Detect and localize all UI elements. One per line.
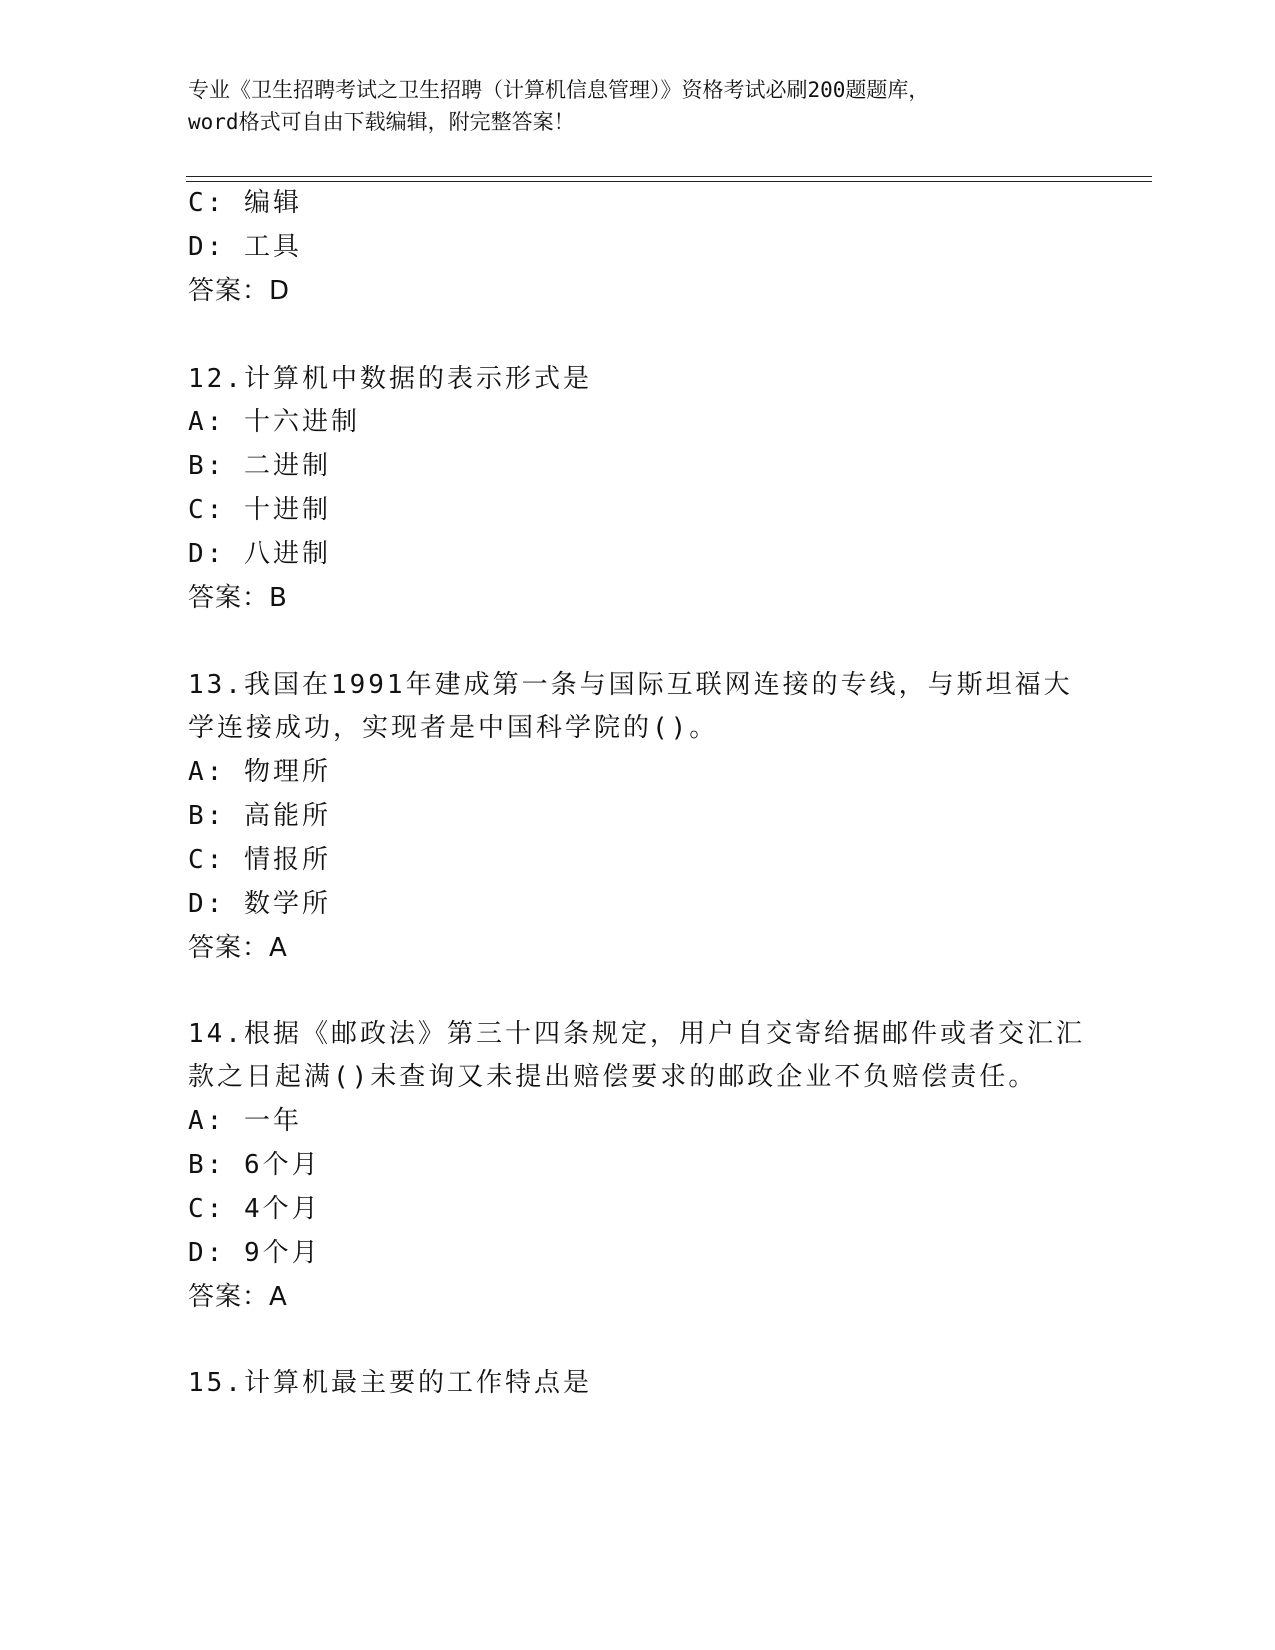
option-a: A: 物理所 — [188, 757, 331, 787]
option-c: C: 编辑 — [188, 188, 302, 218]
question-stem: 13.我国在1991年建成第一条与国际互联网连接的专线，与斯坦福大 — [188, 670, 1073, 700]
answer: 答案：A — [188, 1282, 288, 1312]
option-c: C: 十进制 — [188, 495, 331, 525]
document-header — [188, 74, 1088, 138]
option-b: B: 高能所 — [188, 801, 331, 831]
question-stem-continued: 学连接成功，实现者是中国科学院的()。 — [188, 713, 719, 743]
option-b: B: 二进制 — [188, 451, 331, 481]
answer: 答案：D — [188, 276, 291, 306]
header-divider-bottom — [186, 181, 1152, 182]
header-line-1: 专业《卫生招聘考试之卫生招聘（计算机信息管理）》资格考试必刷200题题库， — [188, 78, 930, 102]
header-divider-top — [186, 176, 1152, 177]
option-d: D: 数学所 — [188, 889, 331, 919]
option-c: C: 情报所 — [188, 845, 331, 875]
header-line-2: word格式可自由下载编辑，附完整答案！ — [188, 110, 575, 134]
option-a: A: 十六进制 — [188, 407, 360, 437]
question-stem: 15.计算机最主要的工作特点是 — [188, 1368, 592, 1398]
option-d: D: 八进制 — [188, 539, 331, 569]
option-b: B: 6个月 — [188, 1150, 321, 1180]
question-stem-continued: 款之日起满()未查询又未提出赔偿要求的邮政企业不负赔偿责任。 — [188, 1062, 1038, 1092]
option-c: C: 4个月 — [188, 1194, 321, 1224]
question-stem: 12.计算机中数据的表示形式是 — [188, 364, 592, 394]
answer: 答案：A — [188, 933, 288, 963]
option-d: D: 工具 — [188, 232, 302, 262]
answer: 答案：B — [188, 583, 288, 613]
option-d: D: 9个月 — [188, 1238, 321, 1268]
option-a: A: 一年 — [188, 1106, 302, 1136]
question-stem: 14.根据《邮政法》第三十四条规定，用户自交寄给据邮件或者交汇汇 — [188, 1019, 1085, 1049]
